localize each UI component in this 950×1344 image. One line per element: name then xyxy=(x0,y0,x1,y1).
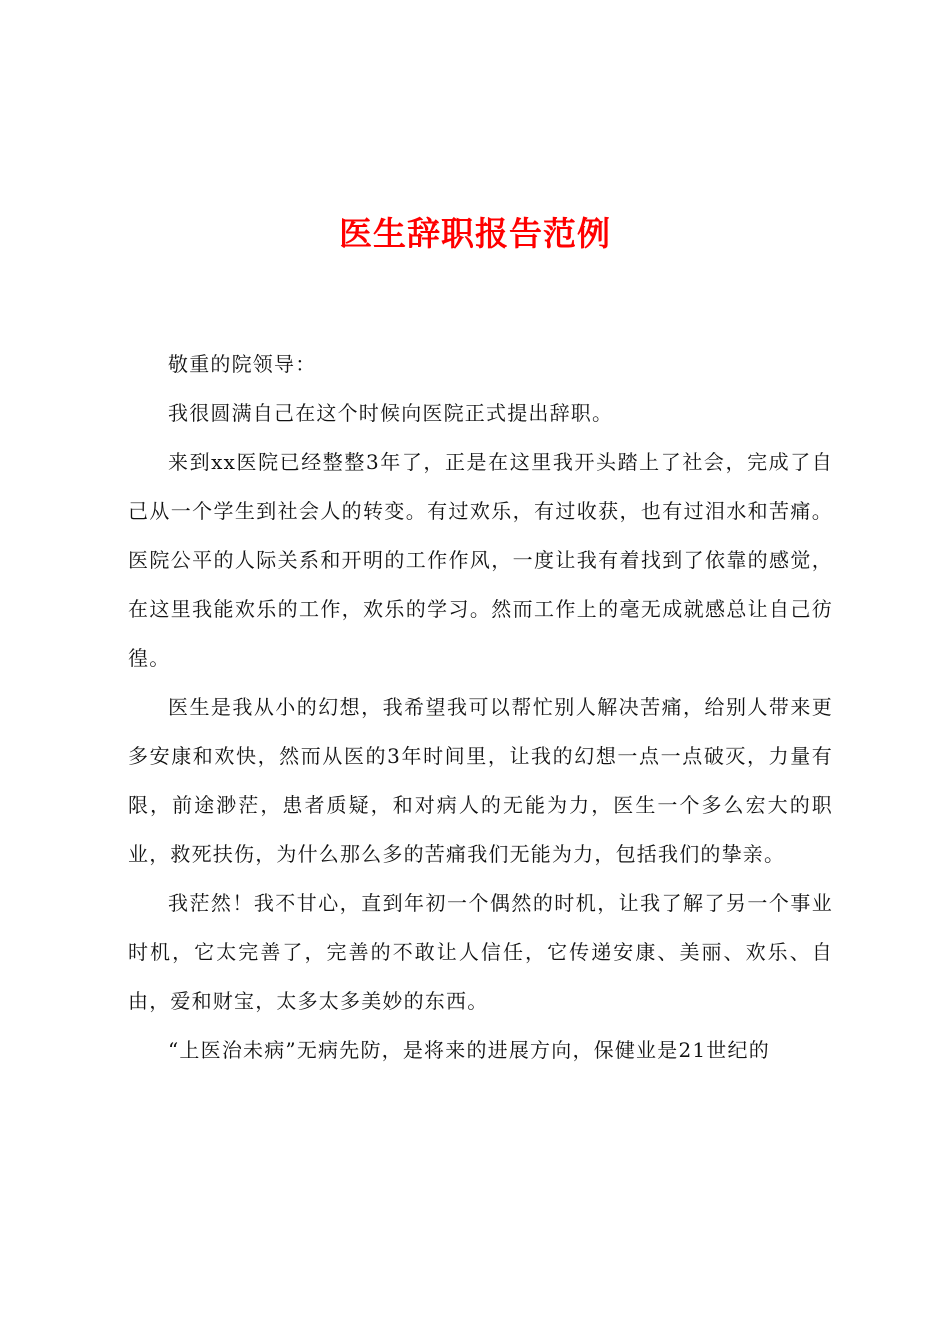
document-title: 医生辞职报告范例 xyxy=(339,214,611,253)
document-body xyxy=(128,340,833,1075)
paragraph: “上医治未病”无病先防，是将来的进展方向，保健业是21世纪的 xyxy=(168,1038,770,1062)
paragraph: 我茫然！我不甘心，直到年初一个偶然的时机，让我了解了另一个事业时机，它太完善了，完善的不敢让人信任，它传递安康、美丽、欢乐、自由，爱和财宝，太多太多美妙的东西。 xyxy=(128,891,833,1013)
salutation: 敬重的院领导： xyxy=(168,352,317,376)
paragraph: 来到xx医院已经整整3年了，正是在这里我开头踏上了社会，完成了自己从一个学生到社会人的转变。有过欢乐，有过收获，也有过泪水和苦痛。医院公平的人际关系和开明的工作作风，一度让我有着找到了依靠的感觉，在这里我能欢乐的工作，欢乐的学习。然而工作上的毫无成就感总让自己彷徨。 xyxy=(128,450,833,670)
paragraph: 医生是我从小的幻想，我希望我可以帮忙别人解决苦痛，给别人带来更多安康和欢快，然而从医的3年时间里，让我的幻想一点一点破灭，力量有限，前途渺茫，患者质疑，和对病人的无能为力，医生一个多么宏大的职业，救死扶伤，为什么那么多的苦痛我们无能为力，包括我们的挚亲。 xyxy=(128,695,833,866)
paragraph: 我很圆满自己在这个时候向医院正式提出辞职。 xyxy=(168,401,614,425)
